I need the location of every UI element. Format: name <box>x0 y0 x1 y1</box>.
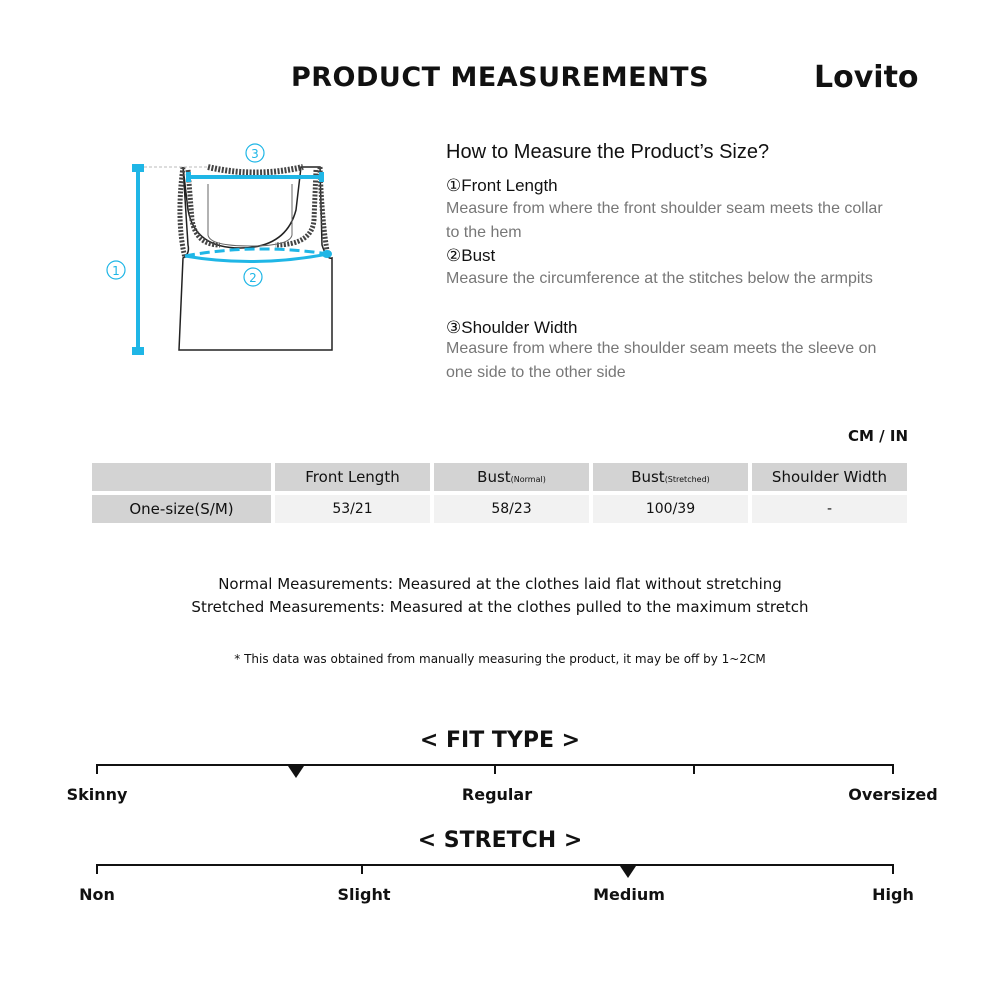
callout-3-label: 3 <box>251 147 259 161</box>
howto-title: How to Measure the Product’s Size? <box>446 141 770 163</box>
callout-2-label: 2 <box>249 271 257 285</box>
disclaimer: * This data was obtained from manually measuring the product, it may be off by 1~2CM <box>234 652 766 666</box>
stretch-marker <box>620 866 636 878</box>
step-bust-desc: Measure the circumference at the stitches below the armpits <box>446 270 873 287</box>
table-row <box>92 495 907 523</box>
header-front-length: Front Length <box>275 463 430 491</box>
fit-type-tick <box>693 764 695 774</box>
note-normal: Normal Measurements: Measured at the clothes laid flat without stretching <box>218 575 782 593</box>
step-shoulder-desc: Measure from where the shoulder seam meets the sleeve on one side to the other side <box>446 340 877 381</box>
fit-label-skinny: Skinny <box>66 785 128 804</box>
page-title: PRODUCT MEASUREMENTS <box>290 62 710 93</box>
unit-label: CM / IN <box>848 427 908 445</box>
stretch-label-non: Non <box>79 885 115 904</box>
stretch-tick <box>96 864 98 874</box>
fit-type-marker <box>288 766 304 778</box>
step-front-length-title: ①Front Length <box>446 176 558 195</box>
header-empty-cell <box>92 463 271 491</box>
fit-type-tick <box>96 764 98 774</box>
stretch-label-high: High <box>872 885 914 904</box>
front-length-cap-top <box>132 164 144 172</box>
fit-label-oversized: Oversized <box>848 785 938 804</box>
bust-normal-value: 58/23 <box>434 495 589 523</box>
stretch-scale-line <box>97 864 893 866</box>
shoulder-cap-left <box>186 172 191 182</box>
shoulder-cap-right <box>319 172 324 182</box>
stretch-label-medium: Medium <box>593 885 665 904</box>
step-bust-title: ②Bust <box>446 246 496 265</box>
fit-type-tick <box>892 764 894 774</box>
size-table <box>88 459 911 527</box>
tank-top-diagram <box>100 140 340 365</box>
callout-1-label: 1 <box>112 264 120 278</box>
stretch-tick <box>361 864 363 874</box>
neckline-band <box>208 167 303 173</box>
brand-logo: Lovito <box>814 60 919 95</box>
stretch-label-slight: Slight <box>337 885 391 904</box>
header-bust-stretched: Bust(Stretched) <box>593 463 748 491</box>
bust-stretched-value: 100/39 <box>593 495 748 523</box>
table-header-row <box>92 463 907 491</box>
bust-end-marker <box>322 250 332 258</box>
stretch-tick <box>892 864 894 874</box>
front-length-cap-bottom <box>132 347 144 355</box>
front-length-value: 53/21 <box>275 495 430 523</box>
header-shoulder-width: Shoulder Width <box>752 463 907 491</box>
fit-type-title: < FIT TYPE > <box>419 728 581 753</box>
header-bust-normal: Bust(Normal) <box>434 463 589 491</box>
shoulder-width-value: - <box>752 495 907 523</box>
fit-type-tick <box>494 764 496 774</box>
size-cell: One-size(S/M) <box>92 495 271 523</box>
step-shoulder-title: ③Shoulder Width <box>446 318 578 337</box>
note-stretched: Stretched Measurements: Measured at the clothes pulled to the maximum stretch <box>191 598 809 616</box>
step-front-length-desc: Measure from where the front shoulder seam meets the collar to the hem <box>446 200 883 241</box>
fit-label-regular: Regular <box>461 785 533 804</box>
stretch-title: < STRETCH > <box>417 828 583 853</box>
